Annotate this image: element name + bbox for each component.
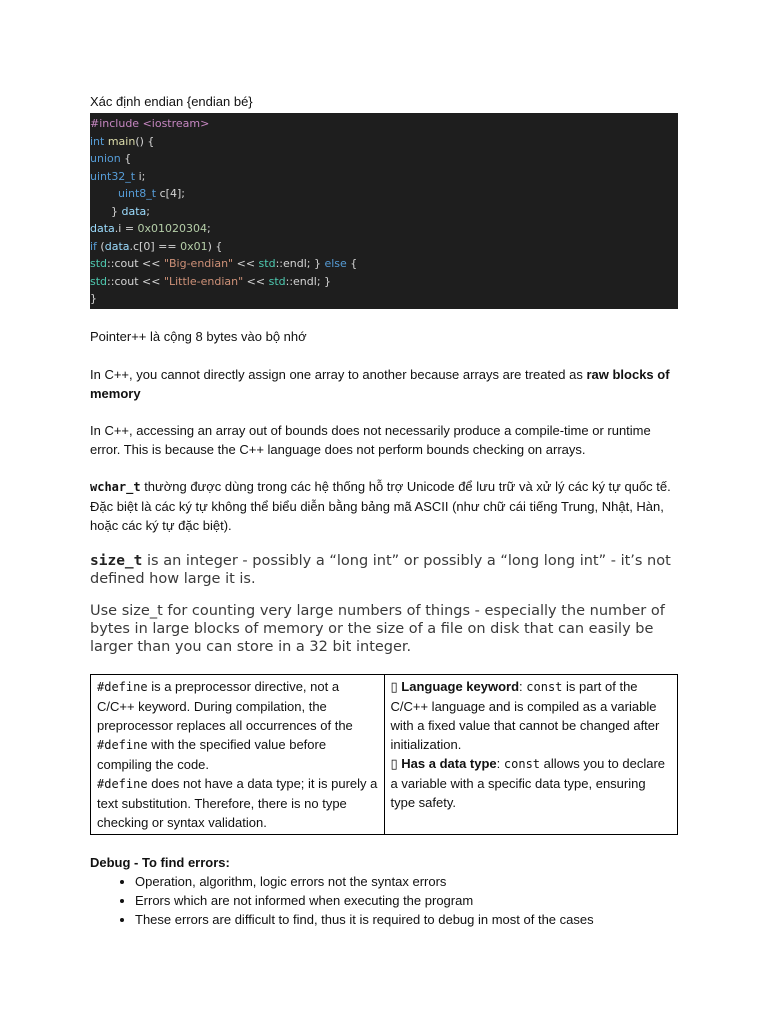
code-line-7: data.i = 0x01020304; [90, 222, 211, 235]
code-line-4: uint32_t i; [90, 169, 146, 183]
code-block [90, 113, 678, 309]
wchar-paragraph: wchar_t thường được dùng trong các hệ thống hỗ trợ Unicode để lưu trữ và xử lý các ký tự quốc tế. Đặc biệt là các ký tự không thể biểu diễn bằng bảng mã ASCII (như chữ cái tiếng Trung, Nhật, Hàn, hoặc các ký tự đặc biệt). [90, 478, 671, 533]
debug-list [90, 872, 680, 929]
bullet-icon: ▯ [390, 678, 398, 694]
list-item: • Operation, algorithm, logic errors not the syntax errors [135, 872, 680, 891]
raw-memory-emphasis: raw blocks of memory [90, 366, 670, 401]
endian-heading: Xác định endian {endian bé} [90, 94, 253, 109]
array-assign-paragraph: In C++, you cannot directly assign one array to another because arrays are treated as raw blocks of memory [90, 366, 670, 401]
size-t-term: size_t [90, 552, 143, 569]
bounds-paragraph: In C++, accessing an array out of bounds does not necessarily produce a compile-time or runtime error. This is because the C++ language does not perform bounds checking on arrays. [90, 422, 651, 457]
wchar-term: wchar_t [90, 479, 141, 494]
code-line-3: union { [90, 152, 132, 165]
code-line-11: } [90, 292, 97, 305]
list-item: • These errors are difficult to find, thus it is required to debug in most of the cases [135, 910, 680, 929]
const-cell: ▯ Language keyword: const is part of the C/C++ language and is compiled as a variable with a fixed value that cannot be changed after initialization. ▯ Has a data type: const allows you to declare a variable with a specific data type, ensuring type safety. [384, 674, 678, 834]
define-cell: #define is a preprocessor directive, not a C/C++ keyword. During compilation, the preprocessor replaces all occurrences of the #define with the specified value before compiling the code. #define does not have a data type; it is purely a text substitution. Therefore, there is no type checking or syntax validation. [91, 674, 385, 834]
code-line-1: #include <iostream> [90, 117, 210, 130]
code-line-9: std::cout << "Big-endian" << std::endl; } else { [90, 257, 358, 270]
pointer-note: Pointer++ là cộng 8 bytes vào bộ nhớ [90, 328, 307, 344]
list-item: • Errors which are not informed when executing the program [135, 891, 680, 910]
define-vs-const-table [90, 674, 678, 835]
code-line-5: uint8_t c[4]; [117, 187, 185, 200]
size-t-usage: Use size_t for counting very large numbers of things - especially the number of bytes in large blocks of memory or the size of a file on disk that can easily be larger than you can store in a 32 bit integer. [90, 602, 665, 655]
code-line-2: int main() { [90, 134, 155, 148]
code-line-6: } data; [110, 204, 150, 218]
debug-heading: Debug - To find errors: [90, 854, 230, 870]
bullet-icon: ▯ [390, 755, 398, 771]
document-page [90, 92, 680, 929]
size-t-paragraph: size_t is an integer - possibly a “long int” or possibly a “long long int” - it’s not defined how large it is. [90, 552, 671, 587]
code-line-8: if (data.c[0] == 0x01) { [90, 239, 223, 253]
code-line-10: std::cout << "Little-endian" << std::endl; } [90, 274, 332, 288]
